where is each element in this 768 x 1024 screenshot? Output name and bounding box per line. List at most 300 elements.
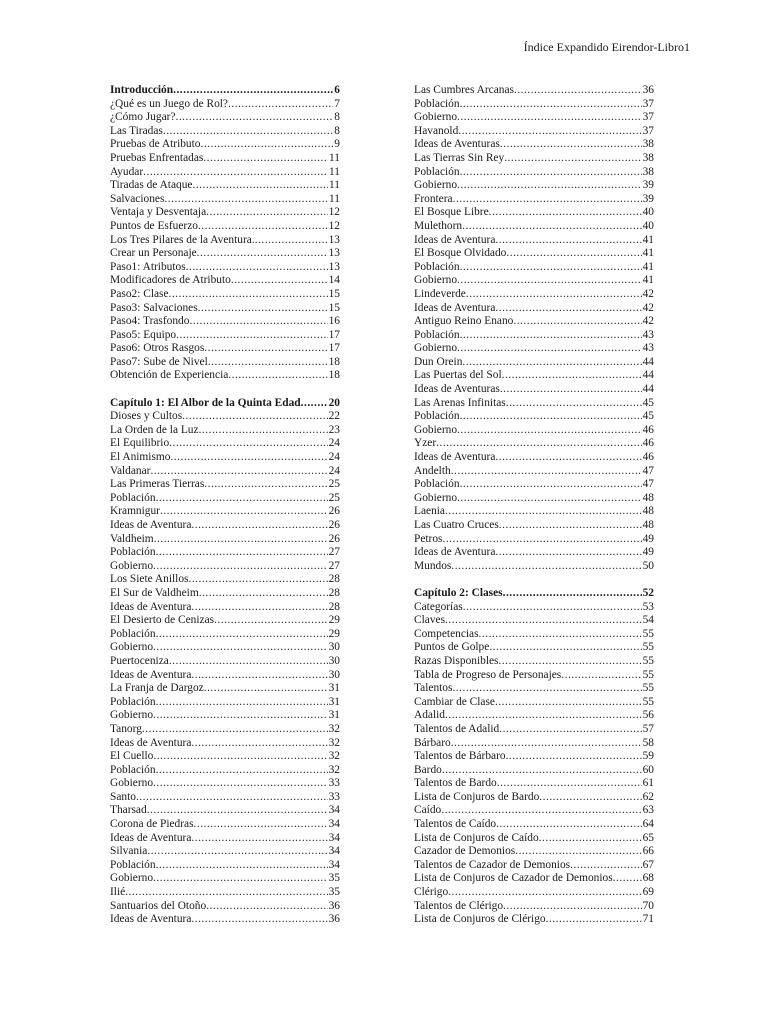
toc-entry[interactable]	[110, 247, 340, 261]
toc-entry-title: Salvaciones	[110, 192, 165, 205]
toc-page-number: 32	[328, 763, 340, 776]
toc-entry-title: Lista de Conjuros de Caído	[414, 831, 539, 844]
toc-dot-leader	[206, 206, 327, 220]
toc-entry[interactable]	[110, 451, 340, 465]
toc-page-number: 41	[642, 247, 654, 260]
toc-page-number: 35	[328, 872, 340, 885]
toc-entry[interactable]	[414, 261, 654, 275]
toc-page-number: 15	[328, 301, 340, 314]
toc-entry-title: Paso4: Trasfondo	[110, 315, 190, 328]
toc-page-number: 26	[328, 519, 340, 531]
toc-dot-leader	[170, 451, 327, 465]
toc-entry[interactable]	[414, 533, 654, 547]
toc-dot-leader	[500, 383, 642, 397]
toc-entry-title: Paso2: Clase	[110, 287, 169, 300]
toc-page-number: 52	[642, 586, 654, 599]
toc-entry[interactable]	[110, 220, 340, 234]
toc-page-number: 43	[642, 342, 654, 355]
toc-entry[interactable]	[110, 424, 340, 438]
toc-page-number: 15	[328, 287, 340, 300]
toc-entry-title: Andelth	[414, 464, 451, 477]
toc-entry[interactable]	[414, 98, 654, 112]
toc-page-number: 30	[328, 668, 340, 681]
toc-entry[interactable]	[110, 832, 340, 846]
toc-entry[interactable]	[110, 696, 340, 710]
toc-entry-title: Valdanar	[110, 464, 151, 477]
toc-entry[interactable]	[110, 478, 340, 492]
toc-page-number: 17	[328, 342, 340, 355]
toc-entry-title: Gobierno	[110, 872, 154, 885]
toc-entry[interactable]	[414, 777, 654, 791]
toc-entry[interactable]	[110, 750, 340, 764]
toc-entry[interactable]	[110, 655, 340, 669]
toc-dot-leader	[460, 410, 642, 424]
toc-dot-leader	[110, 383, 339, 397]
toc-dot-leader	[514, 84, 642, 98]
toc-entry-title: Paso1: Atributos	[110, 260, 186, 273]
toc-entry[interactable]	[110, 152, 340, 166]
toc-entry[interactable]	[110, 410, 340, 424]
toc-page-number: 13	[328, 260, 340, 273]
toc-dot-leader	[197, 247, 328, 261]
toc-dot-leader	[546, 913, 642, 927]
toc-page-number: 39	[642, 179, 654, 192]
toc-entry[interactable]	[414, 560, 654, 574]
toc-entry[interactable]	[414, 424, 654, 438]
toc-entry[interactable]	[414, 356, 654, 370]
toc-dot-leader	[497, 777, 642, 791]
toc-entry[interactable]	[110, 206, 340, 220]
toc-entry[interactable]	[110, 465, 340, 479]
toc-dot-leader	[503, 587, 642, 601]
toc-entry[interactable]	[110, 601, 340, 615]
toc-entry-title: Gobierno	[414, 111, 458, 124]
toc-entry[interactable]	[110, 900, 340, 914]
toc-entry[interactable]	[110, 111, 340, 125]
toc-entry[interactable]	[414, 369, 654, 383]
toc-page-number: 11	[329, 192, 340, 205]
toc-page-number: 46	[642, 437, 654, 450]
toc-dot-leader	[457, 111, 642, 125]
toc-entry[interactable]	[414, 152, 654, 166]
toc-chapter-entry[interactable]	[110, 397, 340, 411]
toc-entry[interactable]	[110, 261, 340, 275]
toc-entry-title: Puntos de Esfuerzo	[110, 219, 198, 232]
toc-entry-title: Ideas de Aventura	[414, 233, 496, 246]
toc-dot-leader	[462, 356, 641, 370]
toc-page-number: 31	[328, 682, 340, 695]
toc-entry[interactable]	[414, 410, 654, 424]
toc-entry[interactable]	[110, 669, 340, 683]
toc-entry[interactable]	[414, 696, 654, 710]
toc-dot-leader	[203, 152, 328, 166]
toc-dot-leader	[147, 804, 328, 818]
toc-dot-leader	[176, 329, 327, 343]
toc-entry[interactable]	[110, 791, 340, 805]
toc-entry[interactable]	[414, 383, 654, 397]
toc-entry[interactable]	[110, 492, 340, 506]
toc-page-number: 34	[328, 818, 340, 831]
toc-entry[interactable]	[414, 274, 654, 288]
toc-page-number: 49	[642, 546, 654, 559]
toc-entry[interactable]	[110, 437, 340, 451]
toc-page-number: 13	[328, 247, 340, 260]
toc-page-number: 58	[642, 736, 654, 749]
toc-entry[interactable]	[110, 859, 340, 873]
toc-entry[interactable]	[110, 274, 340, 288]
toc-entry-title: Frontera	[414, 192, 453, 205]
toc-entry[interactable]	[110, 342, 340, 356]
toc-dot-leader	[255, 234, 328, 248]
toc-entry[interactable]	[110, 614, 340, 628]
toc-entry-title: Santuarios del Otoño	[110, 899, 207, 912]
toc-entry[interactable]	[414, 519, 654, 533]
toc-entry[interactable]	[414, 845, 654, 859]
toc-dot-leader	[301, 397, 328, 411]
toc-dot-leader	[186, 261, 328, 275]
toc-entry-title: Talentos de Adalid	[414, 722, 500, 735]
toc-entry[interactable]	[110, 573, 340, 587]
toc-page-number: 45	[642, 396, 654, 409]
toc-entry-title: Gobierno	[414, 179, 458, 192]
toc-dot-leader	[441, 804, 641, 818]
toc-page-number: 40	[642, 206, 654, 219]
toc-entry-title: Antiguo Reino Enano	[414, 315, 514, 328]
toc-entry[interactable]	[414, 138, 654, 152]
toc-page-number: 30	[328, 654, 340, 667]
toc-entry-title: Competencias	[414, 627, 479, 640]
toc-entry-title: Paso6: Otros Rasgos	[110, 342, 205, 355]
toc-dot-leader	[191, 737, 327, 751]
toc-entry[interactable]	[414, 247, 654, 261]
toc-entry-title: Gobierno	[414, 342, 458, 355]
toc-entry[interactable]	[110, 166, 340, 180]
toc-page-number: 36	[642, 84, 654, 96]
toc-dot-leader	[153, 777, 328, 791]
toc-entry[interactable]	[110, 682, 340, 696]
toc-dot-leader	[153, 872, 328, 886]
toc-entry[interactable]	[414, 804, 654, 818]
toc-dot-leader	[460, 261, 642, 275]
toc-entry[interactable]	[414, 451, 654, 465]
toc-entry-title: Talentos de Bardo	[414, 777, 497, 790]
toc-entry-title: Gobierno	[414, 423, 458, 436]
toc-entry-title: Población	[110, 763, 156, 776]
toc-dot-leader	[153, 750, 327, 764]
toc-entry-title: Petros	[414, 532, 443, 545]
toc-entry-title: Santo	[110, 790, 136, 803]
toc-entry[interactable]	[110, 302, 340, 316]
toc-entry[interactable]	[110, 845, 340, 859]
toc-entry-title: ¿Cómo Jugar?	[110, 111, 176, 124]
toc-page-number: 27	[328, 546, 340, 559]
toc-page-number: 39	[642, 192, 654, 205]
toc-spacer	[414, 573, 654, 587]
toc-dot-leader	[495, 302, 641, 316]
toc-entry[interactable]	[110, 329, 340, 343]
toc-entry[interactable]	[414, 709, 654, 723]
toc-column-left	[110, 84, 340, 927]
toc-entry[interactable]	[110, 519, 340, 533]
toc-entry-title: Población	[414, 97, 460, 110]
toc-page-number: 38	[642, 165, 654, 178]
toc-entry-title: Gobierno	[414, 491, 458, 504]
toc-dot-leader	[489, 641, 641, 655]
toc-page-number: 36	[328, 913, 340, 926]
toc-entry[interactable]	[110, 641, 340, 655]
toc-dot-leader	[500, 138, 642, 152]
toc-entry-title: El Bosque Olvidado	[414, 247, 507, 260]
toc-entry[interactable]	[110, 138, 340, 152]
toc-chapter-entry[interactable]	[110, 84, 340, 98]
toc-entry-title: Laenia	[414, 505, 445, 518]
toc-entry-title: Ideas de Aventura	[110, 600, 192, 613]
toc-entry-title: El Desierto de Cenizas	[110, 614, 215, 627]
toc-entry[interactable]	[110, 764, 340, 778]
toc-entry[interactable]	[414, 601, 654, 615]
toc-dot-leader	[445, 505, 642, 519]
toc-page-number: 42	[642, 287, 654, 300]
toc-dot-leader	[504, 152, 641, 166]
toc-dot-leader	[613, 872, 642, 886]
toc-page-number: 17	[328, 328, 340, 341]
toc-dot-leader	[228, 98, 333, 112]
toc-page-number: 8	[334, 124, 340, 137]
toc-entry-title: La Franja de Dargoz	[110, 682, 204, 695]
toc-entry[interactable]	[414, 206, 654, 220]
toc-entry[interactable]	[414, 397, 654, 411]
toc-entry[interactable]	[414, 818, 654, 832]
toc-page-number: 25	[328, 478, 340, 491]
toc-entry[interactable]	[110, 193, 340, 207]
toc-entry[interactable]	[414, 641, 654, 655]
toc-entry[interactable]	[110, 315, 340, 329]
toc-page-number: 30	[328, 641, 340, 654]
toc-entry[interactable]	[414, 913, 654, 927]
toc-entry[interactable]	[414, 737, 654, 751]
toc-page-number: 55	[642, 641, 654, 654]
toc-dot-leader	[206, 900, 327, 914]
toc-entry[interactable]	[110, 628, 340, 642]
toc-dot-leader	[136, 791, 328, 805]
toc-entry[interactable]	[414, 682, 654, 696]
toc-page-number: 37	[642, 97, 654, 110]
toc-dot-leader	[192, 179, 328, 193]
toc-dot-leader	[199, 587, 328, 601]
toc-entry-title: Ideas de Aventura	[414, 301, 496, 314]
toc-dot-leader	[442, 764, 642, 778]
toc-entry[interactable]	[414, 859, 654, 873]
toc-page-number: 37	[642, 111, 654, 124]
toc-entry[interactable]	[110, 777, 340, 791]
toc-dot-leader	[414, 573, 653, 587]
toc-page-number: 49	[642, 532, 654, 545]
toc-entry[interactable]	[414, 546, 654, 560]
toc-page-number: 28	[328, 573, 340, 586]
toc-page-number: 20	[328, 396, 340, 409]
toc-dot-leader	[173, 84, 333, 98]
toc-entry-title: Havanold	[414, 124, 459, 137]
toc-entry[interactable]	[110, 234, 340, 248]
toc-dot-leader	[460, 478, 642, 492]
toc-page-number: 32	[328, 736, 340, 749]
toc-dot-leader	[495, 234, 641, 248]
toc-page-number: 46	[642, 423, 654, 436]
toc-page-number: 33	[328, 790, 340, 803]
toc-entry[interactable]	[110, 98, 340, 112]
toc-entry[interactable]	[110, 369, 340, 383]
toc-entry[interactable]	[110, 709, 340, 723]
toc-entry[interactable]	[414, 886, 654, 900]
toc-dot-leader	[479, 628, 642, 642]
toc-dot-leader	[191, 519, 327, 533]
toc-dot-leader	[199, 424, 328, 438]
toc-entry-title: Lista de Conjuros de Bardo	[414, 790, 540, 803]
toc-entry[interactable]	[110, 913, 340, 927]
toc-page-number: 24	[328, 437, 340, 450]
toc-page-number: 59	[642, 750, 654, 763]
toc-entry-title: Las Cuatro Cruces	[414, 519, 499, 531]
toc-page-number: 43	[642, 328, 654, 341]
toc-entry-title: Población	[414, 260, 460, 273]
toc-entry[interactable]	[414, 329, 654, 343]
toc-entry[interactable]	[414, 84, 654, 98]
toc-entry-title: Ideas de Aventuras	[414, 383, 500, 396]
toc-entry-title: Ideas de Aventura	[110, 831, 192, 844]
toc-page-number: 42	[642, 315, 654, 328]
toc-page-number: 32	[328, 750, 340, 763]
toc-entry[interactable]	[414, 478, 654, 492]
toc-entry[interactable]	[110, 356, 340, 370]
toc-entry[interactable]	[110, 288, 340, 302]
toc-dot-leader	[539, 832, 642, 846]
toc-page-number: 7	[334, 97, 340, 110]
toc-dot-leader	[154, 533, 328, 547]
toc-dot-leader	[436, 437, 641, 451]
toc-entry-title: Dun Orein	[414, 355, 463, 368]
toc-entry[interactable]	[414, 900, 654, 914]
toc-entry[interactable]	[414, 125, 654, 139]
toc-entry[interactable]	[110, 886, 340, 900]
toc-entry-title: Población	[414, 478, 460, 491]
toc-entry-title: Kramnigur	[110, 505, 160, 518]
toc-entry[interactable]	[414, 764, 654, 778]
toc-dot-leader	[214, 614, 328, 628]
toc-entry[interactable]	[414, 111, 654, 125]
toc-entry[interactable]	[110, 533, 340, 547]
toc-entry[interactable]	[414, 723, 654, 737]
toc-entry[interactable]	[110, 505, 340, 519]
toc-entry[interactable]	[414, 179, 654, 193]
toc-entry-title: Corona de Piedras	[110, 818, 194, 831]
toc-page-number: 24	[328, 464, 340, 477]
toc-page-number: 48	[642, 491, 654, 504]
toc-entry[interactable]	[110, 546, 340, 560]
toc-dot-leader	[457, 274, 642, 288]
toc-entry[interactable]	[110, 804, 340, 818]
toc-entry[interactable]	[414, 832, 654, 846]
toc-entry-title: El Equilibrio	[110, 437, 170, 450]
toc-entry[interactable]	[414, 505, 654, 519]
toc-entry-title: Lista de Conjuros de Clérigo	[414, 913, 546, 926]
toc-page-number: 34	[328, 804, 340, 817]
toc-entry-title: Valdheim	[110, 532, 154, 545]
toc-entry-title: Población	[110, 627, 156, 640]
toc-entry[interactable]	[110, 737, 340, 751]
toc-entry[interactable]	[414, 437, 654, 451]
toc-dot-leader	[198, 302, 328, 316]
toc-entry-title: Gobierno	[110, 641, 154, 654]
toc-entry[interactable]	[414, 220, 654, 234]
toc-entry[interactable]	[414, 628, 654, 642]
toc-entry[interactable]	[414, 750, 654, 764]
toc-entry[interactable]	[414, 669, 654, 683]
toc-entry[interactable]	[414, 315, 654, 329]
toc-entry[interactable]	[414, 288, 654, 302]
toc-page-number: 68	[642, 872, 654, 885]
toc-entry[interactable]	[110, 560, 340, 574]
toc-entry-title: Población	[110, 546, 156, 559]
toc-page-number: 47	[642, 464, 654, 477]
toc-entry[interactable]	[414, 166, 654, 180]
toc-dot-leader	[153, 641, 328, 655]
toc-entry-title: Claves	[414, 614, 446, 627]
toc-dot-leader	[451, 465, 642, 479]
toc-entry[interactable]	[110, 125, 340, 139]
toc-page-number: 40	[642, 219, 654, 232]
toc-entry[interactable]	[414, 791, 654, 805]
toc-page-number: 16	[328, 315, 340, 328]
toc-entry-title: El Bosque Libre	[414, 206, 489, 219]
toc-entry[interactable]	[414, 342, 654, 356]
toc-dot-leader	[502, 369, 642, 383]
toc-page-number: 29	[328, 614, 340, 627]
toc-entry[interactable]	[414, 302, 654, 316]
toc-page-number: 55	[642, 695, 654, 708]
toc-entry-title: Crear un Personaje	[110, 247, 197, 260]
toc-dot-leader	[163, 125, 333, 139]
toc-entry-title: Ideas de Aventura	[110, 913, 192, 926]
toc-dot-leader	[188, 573, 327, 587]
toc-entry[interactable]	[110, 587, 340, 601]
toc-page-number: 11	[329, 165, 340, 178]
toc-entry[interactable]	[414, 234, 654, 248]
toc-entry[interactable]	[414, 655, 654, 669]
toc-entry[interactable]	[110, 872, 340, 886]
toc-entry[interactable]	[110, 818, 340, 832]
toc-entry[interactable]	[414, 872, 654, 886]
toc-chapter-entry[interactable]	[414, 587, 654, 601]
toc-dot-leader	[156, 859, 328, 873]
toc-entry[interactable]	[110, 723, 340, 737]
toc-dot-leader	[169, 437, 327, 451]
toc-entry[interactable]	[414, 614, 654, 628]
toc-page-number: 11	[329, 179, 340, 192]
toc-entry[interactable]	[414, 193, 654, 207]
toc-page-number: 62	[642, 790, 654, 803]
toc-entry[interactable]	[110, 179, 340, 193]
toc-page-number: 23	[328, 423, 340, 436]
toc-entry[interactable]	[414, 465, 654, 479]
toc-dot-leader	[453, 193, 642, 207]
toc-entry-title: Gobierno	[110, 777, 154, 790]
toc-entry[interactable]	[414, 492, 654, 506]
toc-dot-leader	[204, 682, 328, 696]
toc-dot-leader	[194, 818, 328, 832]
toc-entry-title: Adalid	[414, 709, 446, 722]
toc-dot-leader	[169, 655, 328, 669]
toc-entry-title: Población	[110, 695, 156, 708]
